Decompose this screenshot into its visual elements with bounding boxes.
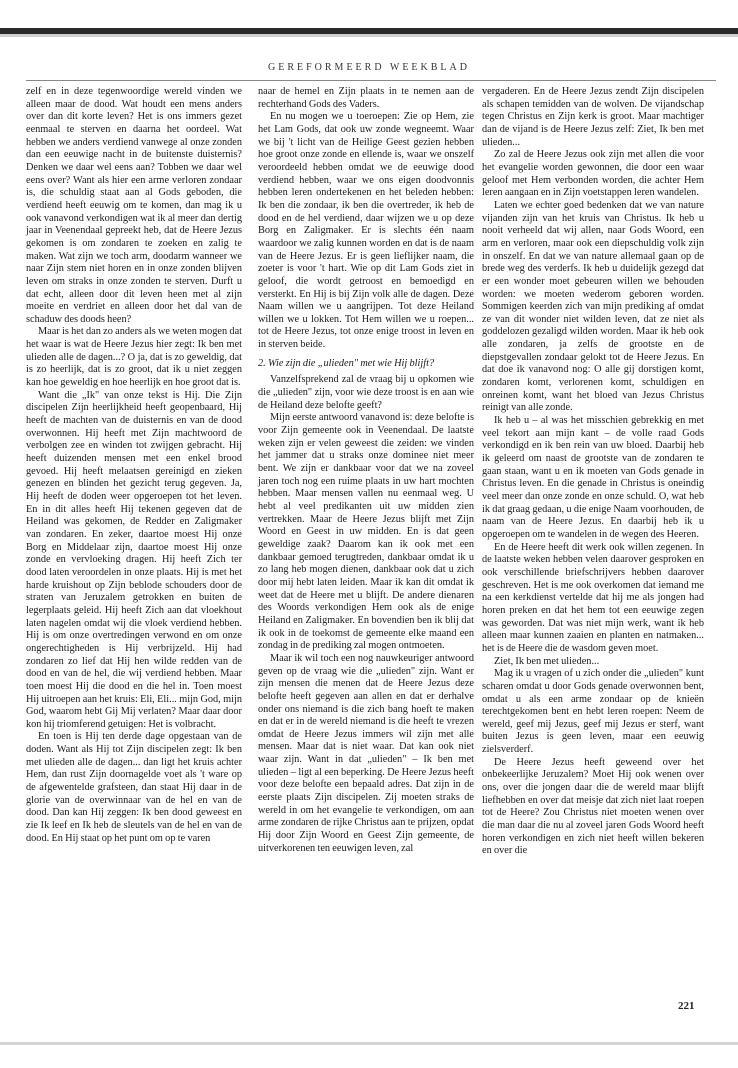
paragraph: naar de hemel en Zijn plaats in te nemen aan de rechterhand Gods des Vaders. — [258, 86, 474, 110]
paragraph: Vanzelfsprekend zal de vraag bij u opkomen wie die „ulieden" zijn, voor wie deze troost is en aan wie de Heiland deze belofte geeft? — [258, 374, 474, 411]
paragraph: Laten we echter goed bedenken dat we van nature vijanden zijn van het kruis van Christus. Ik heb u nooit verheeld dat wij allen, naar Gods Woord, een arm en verloren, maar ook een diepschuldig volk zijn in onszelf. En dat we van nature allemaal gaan op de brede weg des verderfs. Ik heb u duidelijk gezegd dat er een wonder moet gebeuren willen we behouden worden: we moeten wederom geboren worden. Sommigen keerden zich van mijn prediking af omdat ze van dit wonder niet wilden leven, dat ze niet als goddelozen gezaligd wilden worden. Maar ik heb ook alle zondaren, ja zelfs de grootste en de diepstgevallen zondaar gelokt tot de Heere Jezus. En dat doe ik vanavond nog: O alle gij dorstigen komt, zondaren komt, verlorenen komt, schuldigen en onreinen komt, want het bloed van Jezus Christus reinigt van alle zonde. — [482, 199, 704, 414]
paragraph: Maar ik wil toch een nog nauwkeuriger antwoord geven op de vraag wie die „ulieden" zijn. Want er zijn mensen die menen dat de Heere Jezus deze belofte heeft gegeven aan allen en dat er derhalve onder ons niemand is die zich bang hoeft te maken en dat er in de wereld niemand is die heeft te vrezen omdat de Heere Jezus immers wil zijn met alle mensen. Maar dat is niet waar. Dat kan ook niet waar zijn. Want in dat „ulieden" – Ik ben met ulieden – ligt al een beperking. De Heere Jezus heeft voor deze belofte een bepaald adres. Dat zijn in de eerste plaats Zijn discipelen. Zij moeten straks de wereld in om het evangelie te verkondigen, om aan arme zondaren de rijke Christus aan te prijzen, opdat Hij door Zijn Woord en Geest Zijn gemeente, de uitverkorenen ten eeuwigen leven, zal — [258, 652, 474, 854]
paragraph: Mijn eerste antwoord vanavond is: deze belofte is voor Zijn gemeente ook in Veenendaal. De laatste weken zijn er velen geweest die zeiden: we vinden het jammer dat u straks onze dominee niet meer bent. We zijn er dankbaar voor dat we na zoveel jaren toch nog een ruime plaats in uw hart mochten hebben. Maar mensen vallen nu eenmaal weg. U hebt al veel predikanten uit uw midden zien vertrekken. Maar de Heere Jezus blijft met Zijn Woord en Geest in uw midden. En is dat geen geweldige zaak? Daarom kan ik ook met een dankbaar gemoed terugtreden, dankbaar omdat ik u zo lang heb mogen dienen, dankbaar ook dat u zich door mij hebt laten leiden. Maar ik kan dit omdat ik weet dat de Heere met u blijft. De andere dienaren des Woords verkondigen Hem ook als de enige Heiland en Zaligmaker. En bovendien ben ik blij dat ik ook in de toekomst de gemeente elke maand een zondag in de prediking zal mogen ontmoeten. — [258, 412, 474, 652]
top-border-shadow — [0, 34, 738, 37]
paragraph: zelf en in deze tegenwoordige wereld vinden we alleen maar de dood. Wat houdt een mens anders over dan dit korte leven? Het is ons immers gezet eenmaal te sterven en daarna het oordeel. Wat hebben we anders verdiend vanwege al onze zonden dan een eeuwige nacht in de buitenste duisternis? Denken we daar wel eens aan? Tobben we daar wel eens over? Want als hier een arme verloren zondaar is, die schuldig staat aan al Gods geboden, die verdiend heeft eeuwig om te komen, dan mag ik u ook vanavond verkondigen wat ik al meer dan dertig jaar in Veenendaal gepreekt heb, dat de Heere Jezus gekomen is om zondaren te zoeken en zalig te maken. Wat zijn we toch arm, doodarm wanneer we naar Zijn stem niet horen en in onze zonden blijven leven om straks in onze zonden te sterven. Durft u dat echt, alleen door dit leven heen met al zijn moeite en verdriet en alleen door het dal van de schaduw des doods heen? — [26, 86, 242, 325]
paragraph: Mag ik u vragen of u zich onder die „ulieden" kunt scharen omdat u door Gods genade overwonnen bent, omdat u als een arme zondaar op de knieën terechtgekomen bent en hebt leren roepen: Neem de wereld, geef mij Jezus, geef mij Jezus er sterf, want buiten Jezus is geen leven, maar een eeuwig zielsverderf. — [482, 668, 704, 756]
paragraph: vergaderen. En de Heere Jezus zendt Zijn discipelen als schapen temidden van de wolven. De vijandschap tegen Christus en Zijn kerk is groot. Maar machtiger dan de vijand is de Heere Jezus zelf: Ziet, Ik ben met ulieden... — [482, 86, 704, 148]
bottom-edge — [0, 1042, 738, 1045]
running-header: GEREFORMEERD WEEKBLAD — [268, 62, 470, 73]
paragraph: Ziet, Ik ben met ulieden... — [494, 655, 600, 667]
column-3 — [482, 86, 704, 858]
paragraph: Want die „Ik" van onze tekst is Hij. Die Zijn discipelen Zijn heerlijkheid heeft geopenbaard, Hij heeft de machten van de duisternis en van de dood overwonnen. Hij heeft met Zijn machtwoord de verbolgen zee en winden tot zwijgen gebracht. Hij heeft duizenden mensen met een enkel brood gevoed. Hij heeft melaatsen gereinigd en zieken genezen en blinden het gezicht terug gegeven. Ja, Hij heeft de doden weer opgeroepen tot het leven. En in dit alles heeft Hij tekenen gegeven dat de Heiland was gekomen, de Redder en Zaligmaker van zondaren. En zeker, daartoe moest Hij onze Borg en Middelaar zijn, daartoe moest Hij onze zonde en vervloeking dragen. Hij heeft Zich ter dood laten veroordelen in onze plaats. Hij is met het harde kruishout op Zijn beblode schouders door de straten van Jeruzalem getrokken en buiten de legerplaats geleid. Hij heeft Zich aan dat vloekhout laten nagelen omdat wij die vloek verdiend hebben. Hij is om onze overtredingen verwond en om onze ongerechtigheden is Hij verbrijzeld. Hij had zondaren zo lief dat Hij hen wilde redden van de dood en van de hel, die wij verdiend hebben. Maar toen moest Hij die dood en die hel in. Toen moest Hij uitroepen aan het kruis: Eli, Eli... mijn God, mijn God, waarom hebt Gij Mij verlaten? Maar daar door kon hij triomferend getuigen: Het is volbracht. — [26, 389, 242, 730]
paragraph: En nu mogen we u toeroepen: Zie op Hem, zie het Lam Gods, dat ook uw zonde wegneemt. Waar we bij 't licht van de Heilige Geest gezien hebben hoe groot onze zonde en ellende is, waar we onszelf veroordeeld hebben omdat we de eeuwige dood verdiend hebben, waar we ons eigen doodvonnis hebben leren ondertekenen en het beleden hebben: Ik ben die zondaar, ik ben die overtreder, ik heb de dood en de hel verdiend, daar wijzen we u op deze Borg en Zaligmaker. Er is slechts één naam waardoor we zalig kunnen worden en dat is de naam van de Heere Jezus. Er is geen lieflijker naam, die zoeter is voor 't hart. Wie op dit Lam Gods ziet in geloof, die wordt getroost en bemoedigd en versterkt. En Hij is bij Zijn volk alle de dagen. Deze Naam willen we u aangrijpen. Tot deze Heiland willen we u lokken. Tot Hem willen we u roepen... tot de Heere Jezus, tot onze enige troost in leven en in sterven beide. — [258, 111, 474, 351]
column-2 — [258, 86, 474, 855]
section-heading: 2. Wie zijn die „ulieden" met wie Hij blijft? — [258, 357, 435, 369]
column-1 — [26, 86, 242, 845]
paragraph: De Heere Jezus heeft geweend over het onbekeerlijke Jeruzalem? Moet Hij ook wenen over ons, over die jongen daar die de wereld maar blijft liefhebben en over dat meisje dat zich niet laat roepen tot de Heere? Zou Christus niet moeten wenen over die man daar die nu al zoveel jaren Gods Woord heeft horen verkondigen en zich niet heeft willen bekeren en over die — [482, 756, 704, 857]
paragraph: Ik heb u – al was het misschien gebrekkig en met veel tekort aan mijn kant – de volle raad Gods verkondigd en ik ben rein van uw bloed. Daarbij heb ik geleerd om naast de grootste van de zondaren te gaan staan, want u en ik moeten van Gods genade in Christus leven. En die genade in Christus is oneindig veel meer dan onze zonde en onze schuld. O, wat heb ik dat graag gedaan, u die enige Naam voorhouden, de naam van de Heere Jezus. En daarbij heb ik u opgeroepen om te wandelen in de wegen des Heeren. — [482, 415, 704, 540]
paragraph: En de Heere heeft dit werk ook willen zegenen. In de laatste weken hebben velen daarover gesproken en ook verschillende briefschrijvers hebben daarover geschreven. Het is me ook overkomen dat iemand me na een kerkdienst vertelde dat hij me als jongen had horen preken en dat het hem tot een eeuwige zegen was geworden. Dat was niet mijn werk, want ik heb alleen maar kunnen zaaien en planten en natmaken... het is de Heere die de wasdom geven moet. — [482, 541, 704, 654]
page-number: 221 — [678, 1000, 695, 1012]
header-rule — [26, 80, 716, 81]
paragraph: Maar is het dan zo anders als we weten mogen dat het waar is wat de Heere Jezus hier zegt: Ik ben met ulieden alle de dagen...? O ja, dat is zo geweldig, dat is zo heerlijk, dat is zo groot, dat ik u niet zeggen kan hoe geweldig en hoe heerlijk en hoe groot dat is. — [26, 326, 243, 389]
paragraph: En toen is Hij ten derde dage opgestaan van de doden. Want als Hij tot Zijn discipelen zegt: Ik ben met ulieden alle de dagen... dan ligt het kruis achter Hem, dan rust Zijn doornagelde voet als 't ware op de afgewentelde grafsteen, dan staat Hij daar in de glorie van de overwinnaar van de hel en van de dood. Dan kan Hij zeggen: Ik ben dood geweest en zie Ik leef en Ik heb de sleutels van de hel en van de dood. En Hij staat op het punt om op te varen — [26, 731, 242, 844]
paragraph: Zo zal de Heere Jezus ook zijn met allen die voor het evangelie worden gewonnen, die door een waar geloof met Hem verbonden worden, die achter Hem leren aangaan en in Zijn voetstappen leren wandelen. — [482, 149, 704, 199]
